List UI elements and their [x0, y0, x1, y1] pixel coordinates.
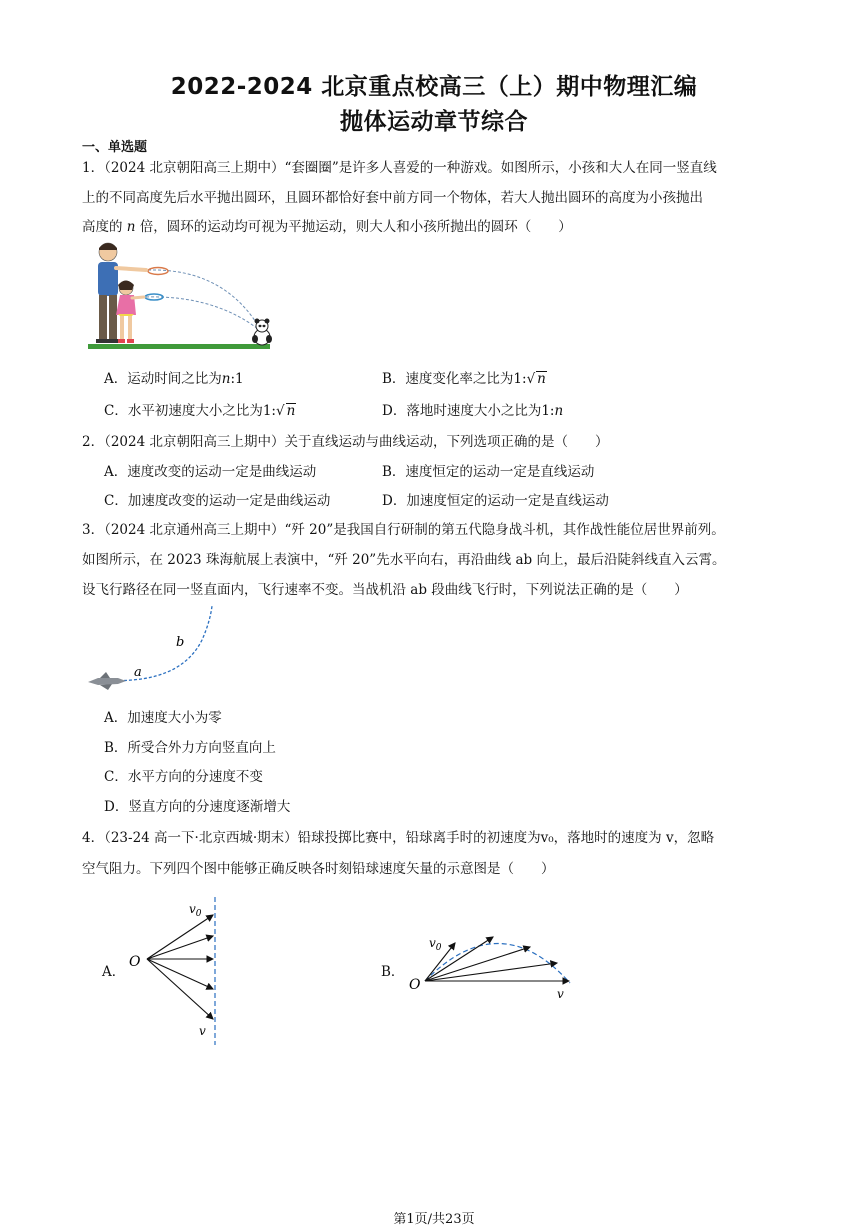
q4a-v0-v: v [189, 902, 196, 916]
q1-option-c-text: C．水平初速度大小之比为 [104, 403, 263, 419]
q2-option-d[interactable]: D．加速度恒定的运动一定是直线运动 [382, 493, 609, 509]
q1-option-a-tail: :1 [230, 371, 244, 387]
q3-figure-jet-path [84, 600, 224, 692]
q4-line1: 4．（23-24 高一下·北京西城·期末）铅球投掷比赛中，铅球离手时的初速度为v₀，落地时的速度为 v，忽略 [82, 830, 715, 846]
q1-option-d[interactable] [382, 399, 563, 419]
doc-title-line1: 2022-2024 北京重点校高三（上）期中物理汇编 [170, 74, 698, 100]
q3-option-d[interactable]: D．竖直方向的分速度逐渐增大 [104, 799, 291, 815]
q1-option-c-sqrt: n [286, 403, 296, 419]
q1-option-d-text: D．落地时速度大小之比为 [382, 403, 542, 419]
q4a-v0-sub: 0 [195, 909, 202, 919]
q4-option-b-label[interactable]: B． [381, 964, 405, 980]
q3-option-a[interactable]: A．加速度大小为零 [104, 710, 222, 726]
q3-label-b: b [176, 635, 185, 650]
q1-line3-b: 倍，圆环的运动均可视为平抛运动，则大人和小孩所抛出的圆环（ ） [139, 219, 572, 235]
q2-option-b[interactable]: B．速度恒定的运动一定是直线运动 [382, 464, 595, 480]
q4b-v0-label [429, 936, 442, 953]
q1-line3-a: 高度的 [82, 219, 123, 235]
q3-label-a: a [134, 665, 142, 680]
q1-option-b-text: B．速度变化率之比为 [382, 371, 514, 387]
q3-line2: 如图所示，在 2023 珠海航展上表演中，“歼 20”先水平向右，再沿曲线 ab 向上，最后沿陡斜线直入云霄。 [82, 552, 726, 568]
q1-option-a-ratio: n [221, 371, 231, 387]
q1-option-b[interactable]: B．速度变化率之比为1:√ n [382, 371, 546, 387]
q2-option-a[interactable]: A．速度改变的运动一定是曲线运动 [104, 464, 317, 480]
doc-title-line2: 抛体运动章节综合 [340, 109, 528, 135]
page-footer: 第1页/共23页 [393, 1212, 475, 1227]
q1-option-b-ratio: 1: [513, 371, 527, 387]
q4b-origin-label: O [409, 977, 421, 993]
q1-option-c[interactable]: C．水平初速度大小之比为1:√ n [104, 403, 296, 419]
q3-option-b[interactable]: B．所受合外力方向竖直向上 [104, 740, 276, 756]
q1-option-a[interactable] [104, 367, 244, 387]
q1-line3-n: n [126, 219, 136, 235]
q4a-v0-label [189, 902, 202, 919]
q4b-v0-sub: 0 [435, 943, 442, 953]
q1-option-b-sqrt: n [537, 371, 546, 387]
q4b-v-label: v [557, 987, 564, 1001]
q4a-v-label: v [199, 1024, 206, 1038]
q1-line3 [82, 215, 572, 235]
q4-figure-b [405, 925, 585, 1005]
q3-line1: 3．（2024 北京通州高三上期中）“歼 20”是我国自行研制的第五代隐身战斗机，其作战性能位居世界前列。 [82, 522, 725, 538]
q3-option-c[interactable]: C．水平方向的分速度不变 [104, 769, 263, 785]
q4-figure-a [125, 895, 235, 1050]
q1-option-d-n: n [554, 403, 564, 419]
q1-line2: 上的不同高度先后水平抛出圆环，且圆环都恰好套中前方同一个物体，若大人抛出圆环的高度为小孩抛出 [82, 190, 703, 206]
q1-option-a-text: A．运动时间之比为 [104, 371, 222, 387]
q2-line1: 2．（2024 北京朝阳高三上期中）关于直线运动与曲线运动，下列选项正确的是（ ） [82, 434, 609, 450]
section-heading: 一、单选题 [82, 140, 148, 155]
q1-line1: 1．（2024 北京朝阳高三上期中）“套圈圈”是许多人喜爱的一种游戏。如图所示，小孩和大人在同一竖直线 [82, 160, 717, 176]
q3-line3: 设飞行路径在同一竖直面内，飞行速率不变。当战机沿 ab 段曲线飞行时，下列说法正确的是（ ） [82, 582, 688, 598]
q1-option-c-ratio: 1: [262, 403, 276, 419]
q2-option-c[interactable]: C．加速度改变的运动一定是曲线运动 [104, 493, 331, 509]
q4a-origin-label: O [129, 954, 141, 970]
q1-figure-ring-toss [86, 240, 276, 355]
q4-option-a-label[interactable]: A． [102, 964, 126, 980]
q1-option-d-ratio: 1: [541, 403, 555, 419]
q4b-v0-v: v [429, 936, 436, 950]
q4-line2: 空气阻力。下列四个图中能够正确反映各时刻铅球速度矢量的示意图是（ ） [82, 861, 555, 877]
